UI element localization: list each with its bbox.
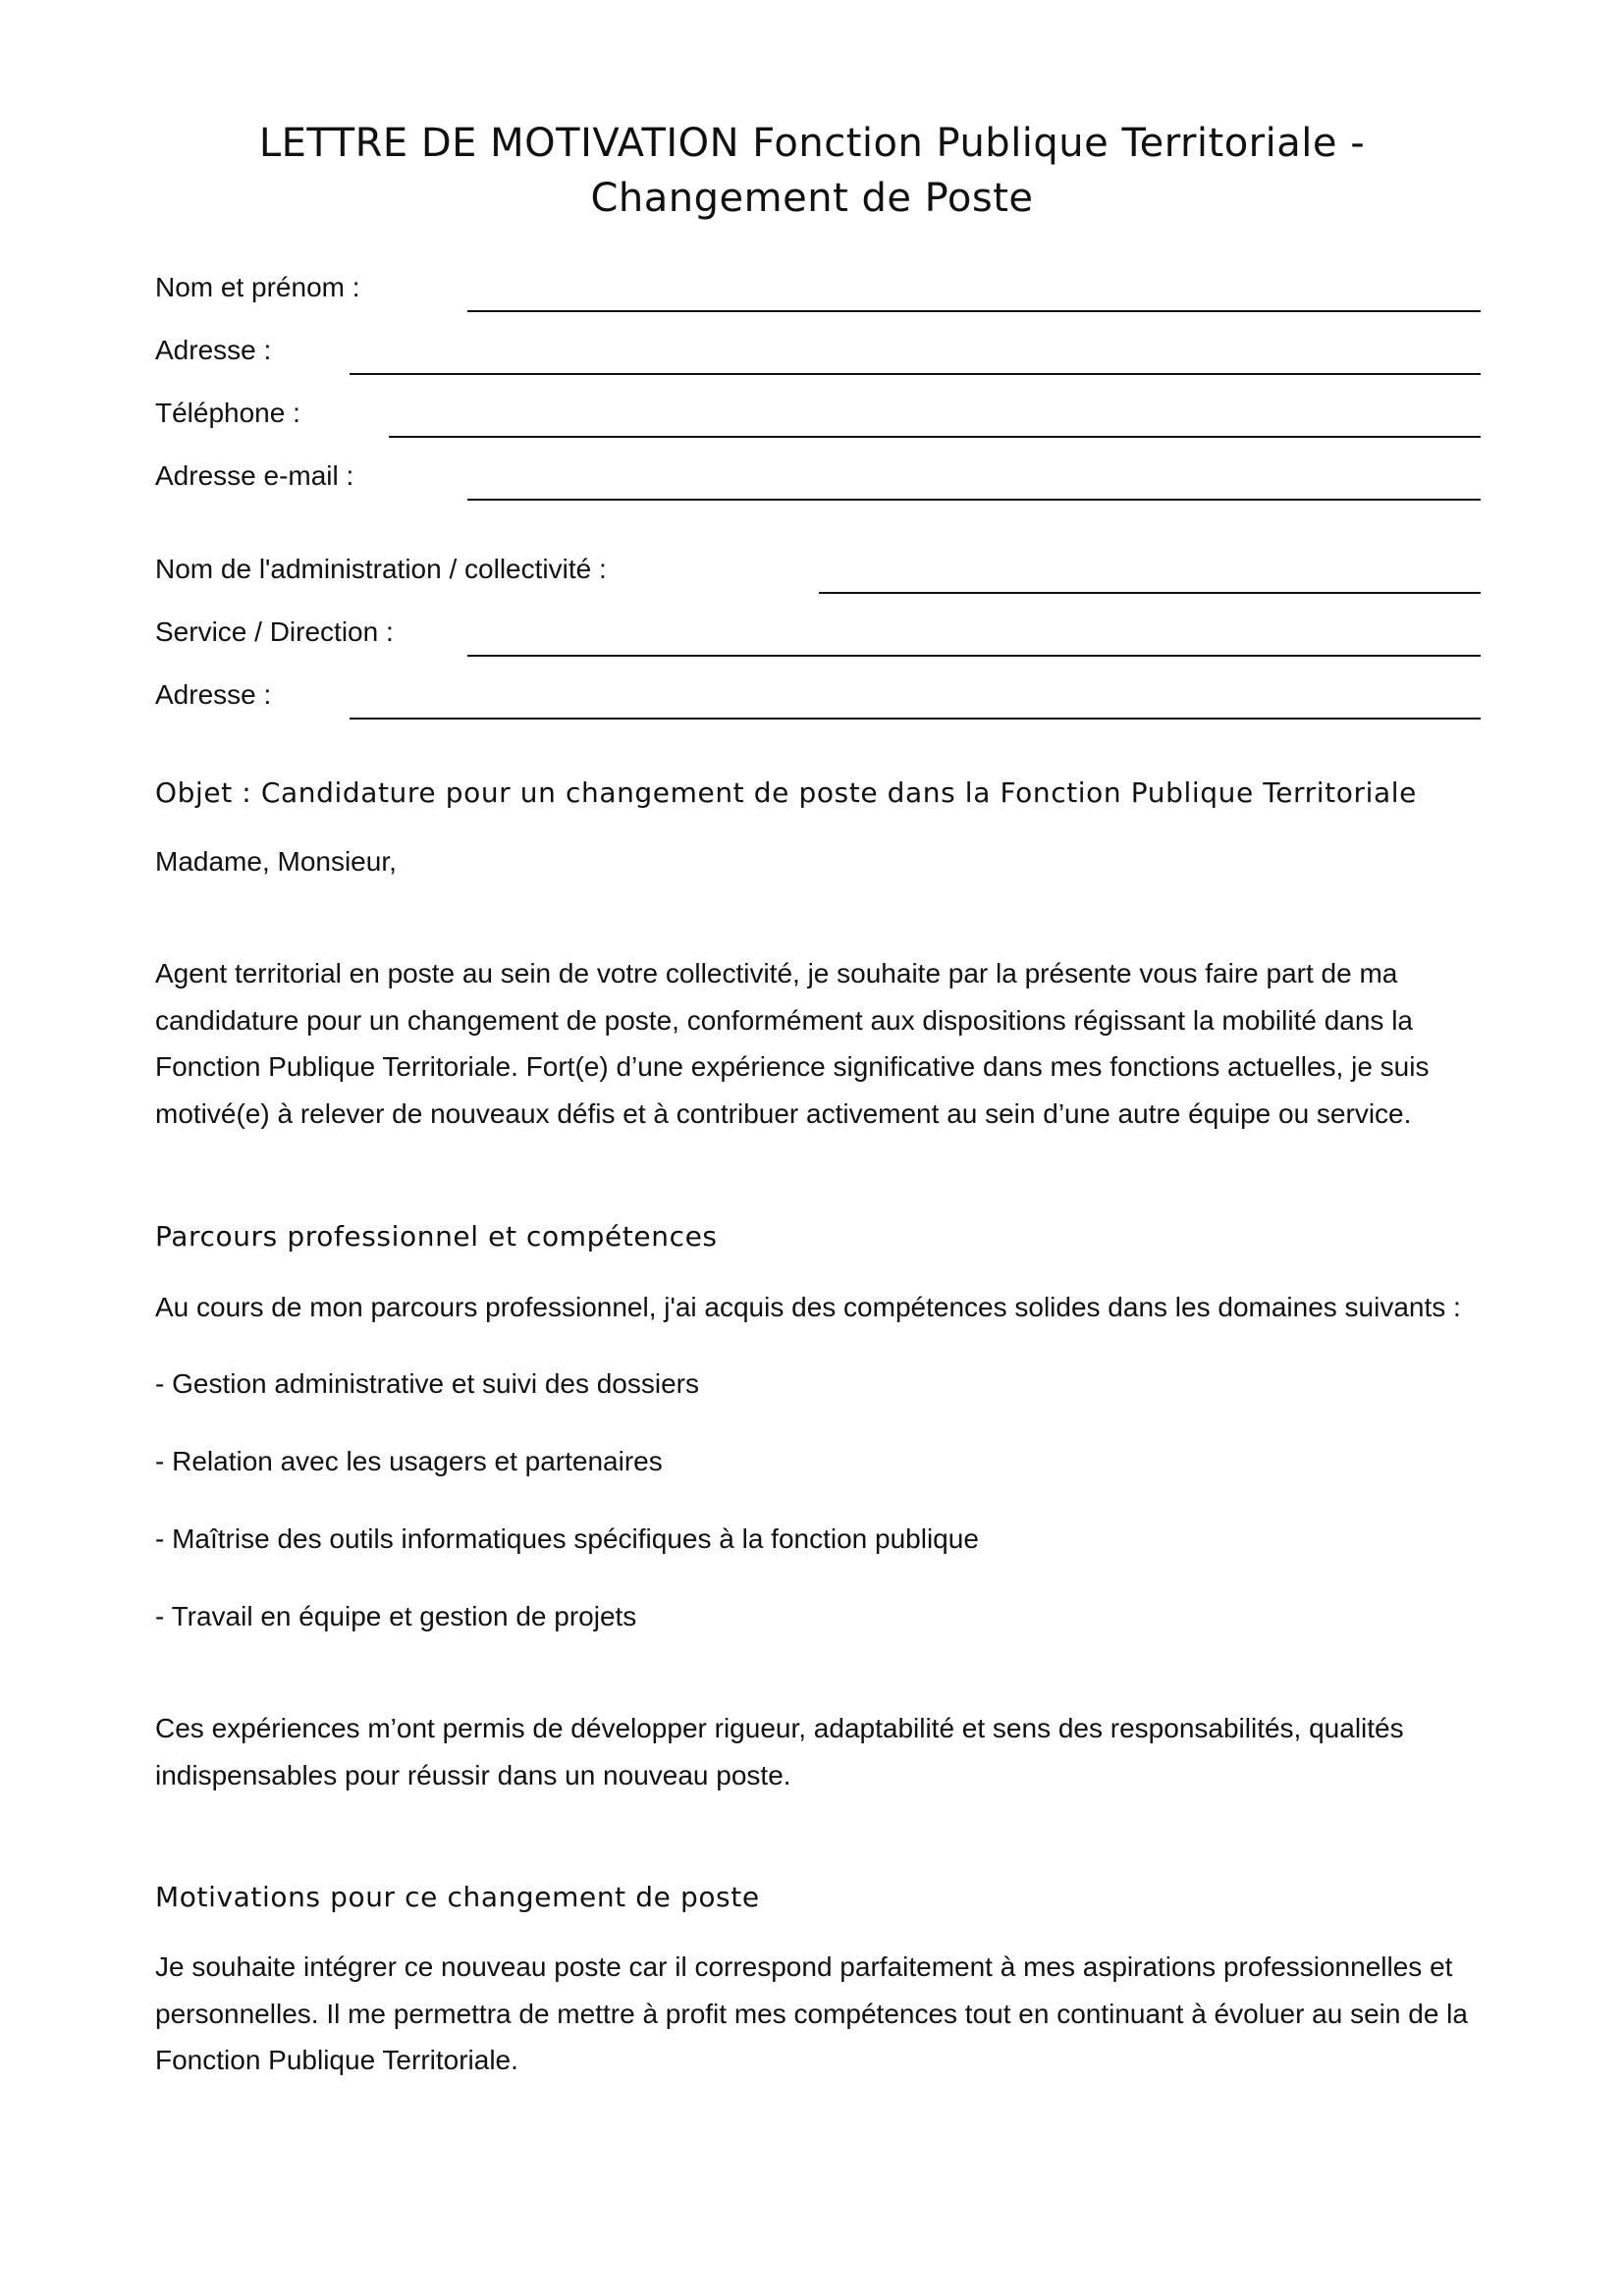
sender-address-field[interactable] [155, 326, 1481, 375]
skill-item: - Maîtrise des outils informatiques spécifiques à la fonction publique [155, 1523, 979, 1554]
field-label: Nom et prénom : [155, 272, 360, 302]
fill-in-line[interactable] [389, 436, 1481, 438]
skill-item: - Travail en équipe et gestion de projets [155, 1601, 637, 1631]
section2-body: Je souhaite intégrer ce nouveau poste car il correspond parfaitement à mes aspirations professionnelles et personnelles. Il me permettra de mettre à profit mes compétences tout en continuant à évoluer au sein de la Fonction Publique Territoriale. [155, 1951, 1468, 2075]
fill-in-line[interactable] [350, 373, 1481, 375]
intro-paragraph: Agent territorial en poste au sein de votre collectivité, je souhaite par la présente vous faire part de ma candidature pour un changement de poste, conformément aux dispositions régissant la mobilité dans la Fonction Publique Territoriale. Fort(e) d’une expérience significative dans mes fonctions actuelles, je suis motivé(e) à relever de nouveaux défis et à contribuer activement au sein d’une autre équipe ou service. [155, 958, 1430, 1129]
field-label: Adresse e-mail : [155, 460, 354, 491]
document-title: LETTRE DE MOTIVATION Fonction Publique Territoriale - Changement de Poste [258, 121, 1366, 221]
recipient-service-field[interactable] [155, 608, 1481, 657]
skill-item: - Gestion administrative et suivi des dossiers [155, 1368, 699, 1399]
fill-in-line[interactable] [467, 310, 1481, 312]
fill-in-line[interactable] [350, 718, 1481, 720]
section1-intro: Au cours de mon parcours professionnel, j'ai acquis des compétences solides dans les domaines suivants : [155, 1292, 1461, 1322]
fill-in-line[interactable] [819, 592, 1481, 594]
salutation: Madame, Monsieur, [155, 846, 397, 877]
sender-phone-field[interactable] [155, 389, 1481, 438]
letter-subject: Objet : Candidature pour un changement de poste dans la Fonction Publique Territoriale [155, 776, 1417, 809]
field-label: Adresse : [155, 679, 272, 710]
section-heading-background: Parcours professionnel et compétences [155, 1220, 718, 1253]
recipient-address-field[interactable] [155, 670, 1481, 720]
section1-conclusion: Ces expériences m’ont permis de développer rigueur, adaptabilité et sens des responsabilités, qualités indispensables pour réussir dans un nouveau poste. [155, 1713, 1404, 1790]
field-label: Nom de l'administration / collectivité : [155, 554, 607, 584]
fill-in-line[interactable] [467, 655, 1481, 657]
field-label: Service / Direction : [155, 616, 394, 647]
section-heading-motivations: Motivations pour ce changement de poste [155, 1881, 760, 1913]
field-label: Téléphone : [155, 398, 300, 428]
skill-item: - Relation avec les usagers et partenaires [155, 1446, 663, 1476]
sender-email-field[interactable] [155, 452, 1481, 501]
fill-in-line[interactable] [467, 499, 1481, 501]
recipient-administration-field[interactable] [155, 545, 1481, 594]
sender-name-field[interactable] [155, 263, 1481, 312]
field-label: Adresse : [155, 335, 272, 365]
